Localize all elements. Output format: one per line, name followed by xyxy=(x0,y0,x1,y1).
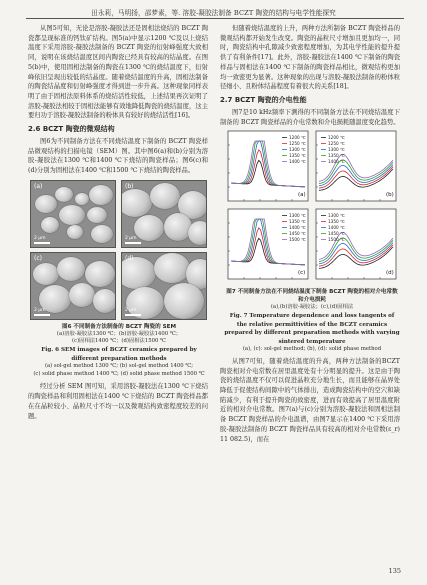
figure-7-caption-en-1: Fig. 7 Temperature dependence and loss tangents of xyxy=(229,312,395,319)
panel-letter: (c) xyxy=(298,270,306,277)
legend-label: 1350 ℃ xyxy=(328,153,345,159)
panel-letter: (b) xyxy=(125,182,134,190)
legend-label: 1300 ℃ xyxy=(289,213,306,219)
legend-label: 1200 ℃ xyxy=(328,135,345,141)
sem-panel-c xyxy=(30,252,116,320)
figure-7 xyxy=(224,127,400,354)
panel-letter: (d) xyxy=(386,270,394,277)
scale-bar: 2 μm xyxy=(125,308,141,316)
panel-letter: (b) xyxy=(386,192,394,199)
legend-label: 1400 ℃ xyxy=(289,159,306,165)
running-head: 田永莉，马明扬，邵梦素，等. 溶胶-凝胶法制备 BCZT 陶瓷的结构与电学性能探究 xyxy=(91,9,336,17)
header-rule xyxy=(26,18,404,19)
figure-6-caption-zh: 图6 不同制备方法制备的 BCZT 陶瓷的 SEM xyxy=(61,323,177,330)
legend-label: 1400 ℃ xyxy=(289,225,306,231)
section-title-2-7: 2.7 BCZT 陶瓷的介电性能 xyxy=(220,95,307,104)
legend-label: 1200 ℃ xyxy=(289,135,306,141)
legend-label: 1500 ℃ xyxy=(328,237,345,243)
legend-label: 1300 ℃ xyxy=(328,147,345,153)
legend-label: 1450 ℃ xyxy=(289,231,306,237)
right-column xyxy=(220,24,400,444)
figure-7-plots xyxy=(224,127,400,285)
legend-label: 1350 ℃ xyxy=(289,219,306,225)
right-paragraph-1: 但随着烧结温度的上升，两种方法所制备 BCZT 陶瓷样品的微观结构都开始发生改变。陶瓷的晶粒尺寸增加且更加均一，同时，陶瓷结构中孔隙减少致密程度增加，为其电学性能的提升提供了有利条件[17]。此外，溶胶-凝胶法在1400 ℃下制备的陶瓷样品与固相法在1400 ℃下制备的陶瓷样品相比，微观结构更加均一致密更为显著。这种现象的出现与溶胶-凝胶法制备的粉体粒径细小、且粉体结晶程度有着很大的关系[18]。 xyxy=(220,25,400,91)
scale-bar: 2 μm xyxy=(125,236,141,244)
legend-label: 1250 ℃ xyxy=(289,141,306,147)
figure-7-caption-en-3: prepared by different preparation methods with varying xyxy=(224,330,400,337)
left-paragraph-1: 从图5可知，无论是溶胶-凝胶法还是固相法烧结的 BCZT 陶瓷都呈现标准的钙钛矿结构。图5(a)中显示1200 ℃及以上烧结温度下采用溶胶-凝胶法制备的 BCZT 陶瓷的衍射峰强度大致相同，说明在该烧结温度区间内陶瓷已经具有较高的结晶度。在图5(b)中，使用固相法制备的陶瓷在1300 ℃的烧结温度下，衍射峰依旧呈现出较低的结晶度。随着烧结温度的升高，固相法制备的陶瓷结晶度和衍射峰强度才得到进一步升高。这种现象同样表明了由于固相法原料体系的烧结活性较低，上述结果再次证明了溶胶-凝胶法相较于固相法能够有效地降低陶瓷的烧结温度，这主要归功于溶胶-凝胶法制备的粉体具有较好的烧结活性[16]。 xyxy=(28,25,208,120)
figure-6-caption-en-2: different preparation methods xyxy=(71,355,167,362)
scale-bar: 2 μm xyxy=(34,236,50,244)
figure-7-caption-zh-sub: (a),(b)溶胶-凝胶法；(c),(d)固相法 xyxy=(270,304,354,311)
left-paragraph-2: 图6为不同制备方法在不同烧结温度下制备的 BCZT 陶瓷样品微观结构的扫描电镜（SEM）图。其中图6(a)和(b)分别为溶胶-凝胶法在1300 ℃和1400 ℃下烧结的陶瓷样品；图6(c)和(d)分别为固相法在1400 ℃和1500 ℃下烧结的陶瓷样品。 xyxy=(28,138,208,175)
left-paragraph-3: 经过分析 SEM 图可知，采用溶胶-凝胶法在1300 ℃下烧结的陶瓷样品和利用固相法在1400 ℃下烧结的 BCZT 陶瓷样品都在在晶粒较小、晶粒尺寸不均一以及微观结构致密程度较差的问题。 xyxy=(28,383,208,420)
sem-panel-a xyxy=(30,180,116,248)
legend-label: 1500 ℃ xyxy=(289,237,306,243)
page-number: 135 xyxy=(388,567,401,575)
figure-7-caption-en-sub: (a), (c): sol-gel method; (b), (d): solid phase method xyxy=(242,346,382,353)
sem-panel-b xyxy=(121,180,207,248)
right-paragraph-3: 从图7可知，随着烧结温度的升高，两种方法制备的BCZT 陶瓷相对介电常数在居里温度处有十分明显的提升。这是由于陶瓷的烧结温度不仅可以促进晶粒充分地生长，而且能够在晶界处降低于促使结构间隙中的气体排出，造成陶瓷结构中的空穴和缺陷减少，有利于提升陶瓷的致密度，进而有效提高了居里温度附近的相对介电常数。图7(a)与(c)分别为溶胶-凝胶法和固相法制备 BCZT 陶瓷样品的介电温谱，由图7显示在1400 ℃下采用溶胶-凝胶法制备的 BCZT 陶瓷样品具有较高的相对介电常数(ε_r)11 082.5)，而在 xyxy=(220,357,400,443)
legend-label: 1300 ℃ xyxy=(328,213,345,219)
figure-7-caption-en-4: sintered temperature xyxy=(278,338,346,345)
legend-label: 1350 ℃ xyxy=(328,219,345,225)
legend-label: 1350 ℃ xyxy=(289,153,306,159)
figure-7-caption-zh: 图7 不同制备方法在不同烧结温度下制备 BCZT 陶瓷的相对介电常数和介电损耗 xyxy=(226,289,398,304)
legend-label: 1300 ℃ xyxy=(289,147,306,153)
section-title-2-6: 2.6 BCZT 陶瓷的微观结构 xyxy=(28,125,115,134)
legend-label: 1400 ℃ xyxy=(328,159,345,165)
panel-letter: (a) xyxy=(298,192,306,199)
right-paragraph-2: 图7是10 kHz频率下测得的不同制备方法在不同烧结温度下制备的 BCZT 陶瓷样品的介电常数和介电损耗随温度变化趋势。 xyxy=(220,108,400,126)
figure-6-caption-en-sub-1: (a) sol-gel method 1300 ℃; (b) sol-gel method 1400 ℃; xyxy=(44,363,194,370)
panel-letter: (a) xyxy=(34,182,43,190)
scale-bar: 2 μm xyxy=(34,308,50,316)
figure-6-caption-zh-sub-2: (c)固相法1400 ℃；(d)固相法1500 ℃ xyxy=(72,338,166,345)
figure-7-caption-en-2: the relative permittivities of the BCZT ceramics xyxy=(236,321,388,328)
sem-panel-d xyxy=(121,252,207,320)
panel-letter: (d) xyxy=(125,254,134,262)
legend-label: 1450 ℃ xyxy=(328,231,345,237)
legend-label: 1400 ℃ xyxy=(328,225,345,231)
figure-6-caption-en-1: Fig. 6 SEM images of BCZT ceramics prepared by xyxy=(41,347,197,354)
figure-6-caption-zh-sub-1: (a)溶胶-凝胶法1300 ℃；(b)溶胶-凝胶法1400 ℃； xyxy=(56,330,182,337)
legend-label: 1250 ℃ xyxy=(328,141,345,147)
figure-6 xyxy=(30,180,208,379)
panel-letter: (c) xyxy=(34,254,42,262)
left-column xyxy=(28,24,208,421)
sem-image-grid xyxy=(30,180,208,320)
figure-6-caption-en-sub-2: (c) solid phase method 1400 ℃; (d) solid phase method 1500 ℃ xyxy=(33,370,205,377)
